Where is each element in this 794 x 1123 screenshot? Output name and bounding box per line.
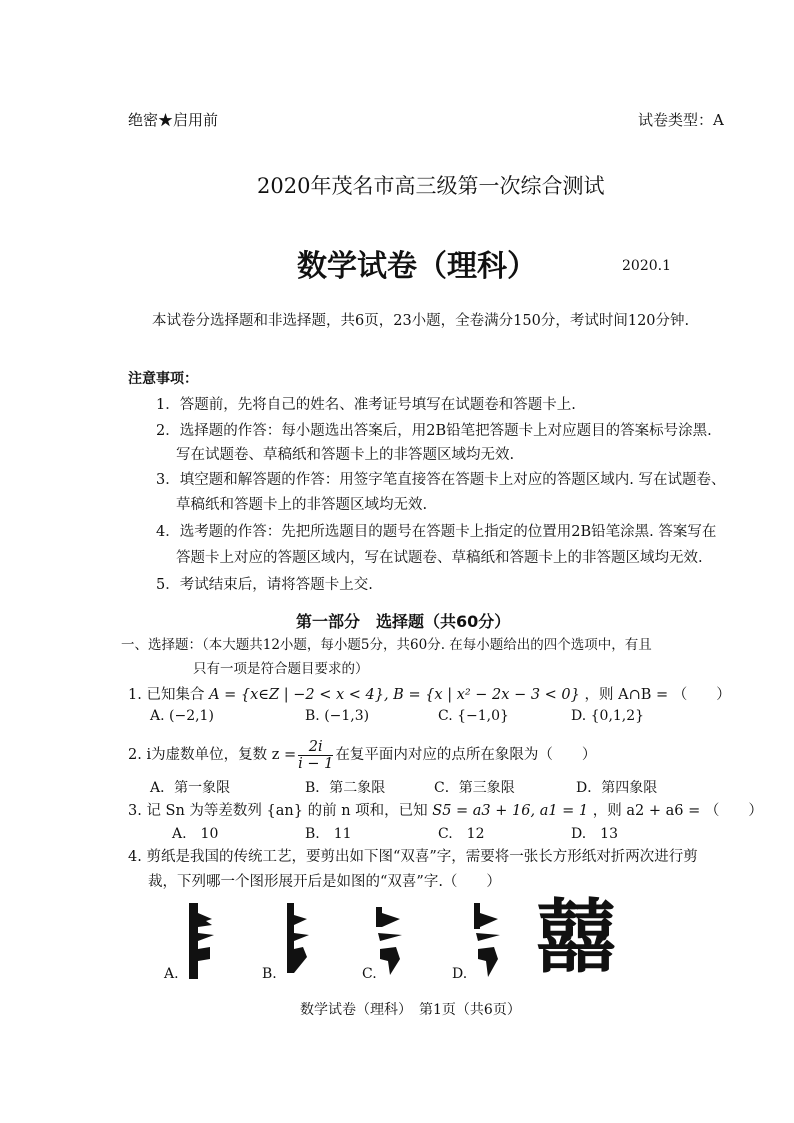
q2-option-b: B．第二象限 [305,780,386,796]
question-1-stem [128,685,731,705]
notes-heading: 注意事项： [128,371,198,387]
intro-text: 本试卷分选择题和非选择题，共6页，23小题，全卷满分150分，考试时间120分钟. [152,313,690,329]
section-title: 第一部分 选择题（共60分） [296,612,511,631]
section-instructions-line1: 一、选择题：（本大题共12小题，每小题5分，共60分. 在每小题给出的四个选项中，有且 [121,637,652,653]
double-happiness-figure: 囍 [536,891,616,984]
q3-option-b: B. 11 [305,826,352,842]
q4-option-a: A. [164,966,179,982]
note-1: 1．答题前，先将自己的姓名、准考证号填写在试题卷和答题卡上. [156,397,576,413]
paper-type-label: 试卷类型：A [638,111,724,129]
q2-option-c: C．第三象限 [434,780,515,796]
q3-option-d: D. 13 [571,826,618,842]
q2-stem-prefix: 2. i为虚数单位，复数 z = [128,747,297,763]
q1-option-d: D. {0,1,2} [571,708,645,724]
q4-figure-a [180,903,216,983]
question-4-stem-line1: 4. 剪纸是我国的传统工艺，要剪出如下图“双喜”字，需要将一张长方形纸对折两次进行剪 [128,849,698,865]
q2-fraction-denominator: i − 1 [298,755,334,772]
q3-option-c: C. 12 [438,826,485,842]
q1-stem-prefix: 1. 已知集合 [128,687,205,703]
subject-title: 数学试卷（理科） [297,249,537,284]
confidential-label: 绝密★启用前 [128,111,219,129]
page-footer: 数学试卷（理科） 第1页（共6页） [300,1002,521,1018]
q4-option-c: C. [362,966,377,982]
q1-sets: A = {x∈Z | −2 < x < 4}, B = {x | x² − 2x − 3 < 0} [209,687,580,703]
note-2-line2: 写在试题卷、草稿纸和答题卡上的非答题区域均无效. [176,447,515,463]
q2-option-d: D．第四象限 [576,780,658,796]
q2-option-a: A．第一象限 [150,780,231,796]
q4-option-d: D. [452,966,468,982]
section-instructions-line2: 只有一项是符合题目要求的） [193,661,369,677]
q2-fraction-numerator: 2i [298,739,333,756]
q1-stem-suffix: ，则 A∩B = （ ） [584,687,731,703]
q2-stem-suffix: 在复平面内对应的点所在象限为（ ） [335,747,597,763]
q2-fraction [298,739,333,772]
note-3-line2: 草稿纸和答题卡上的非答题区域均无效. [176,497,428,513]
note-4-line1: 4．选考题的作答：先把所选题目的题号在答题卡上指定的位置用2B铅笔涂黑. 答案写在 [156,524,717,540]
q1-option-c: C. {−1,0} [438,708,509,724]
q4-figure-b [273,903,313,983]
question-3-stem [128,801,763,821]
q1-option-a: A. (−2,1) [150,708,214,724]
note-4-line2: 答题卡上对应的答题区域内，写在试题卷、草稿纸和答题卡上的非答题区域均无效. [176,550,703,566]
q3-stem-suffix: ，则 a2 + a6 = （ ） [592,803,763,819]
q3-condition: S5 = a3 + 16, a1 = 1 [432,803,589,819]
exam-title: 2020年茂名市高三级第一次综合测试 [257,174,605,198]
q4-option-b: B. [262,966,277,982]
question-4-stem-line2: 裁，下列哪一个图形展开后是如图的“双喜”字.（ ） [148,874,501,890]
question-2-stem [128,736,596,774]
note-2-line1: 2．选择题的作答：每小题选出答案后，用2B铅笔把答题卡上对应题目的答案标号涂黑. [156,423,712,439]
note-5: 5．考试结束后，请将答题卡上交. [156,577,373,593]
q3-stem-prefix: 3. 记 Sn 为等差数列 {an} 的前 n 项和，已知 [128,803,428,819]
exam-date: 2020.1 [622,258,671,274]
q1-option-b: B. (−1,3) [305,708,370,724]
q3-option-a: A. 10 [172,826,219,842]
note-3-line1: 3．填空题和解答题的作答：用签字笔直接答在答题卡上对应的答题区域内. 写在试题卷、 [156,472,726,488]
q4-figure-d [466,903,506,983]
